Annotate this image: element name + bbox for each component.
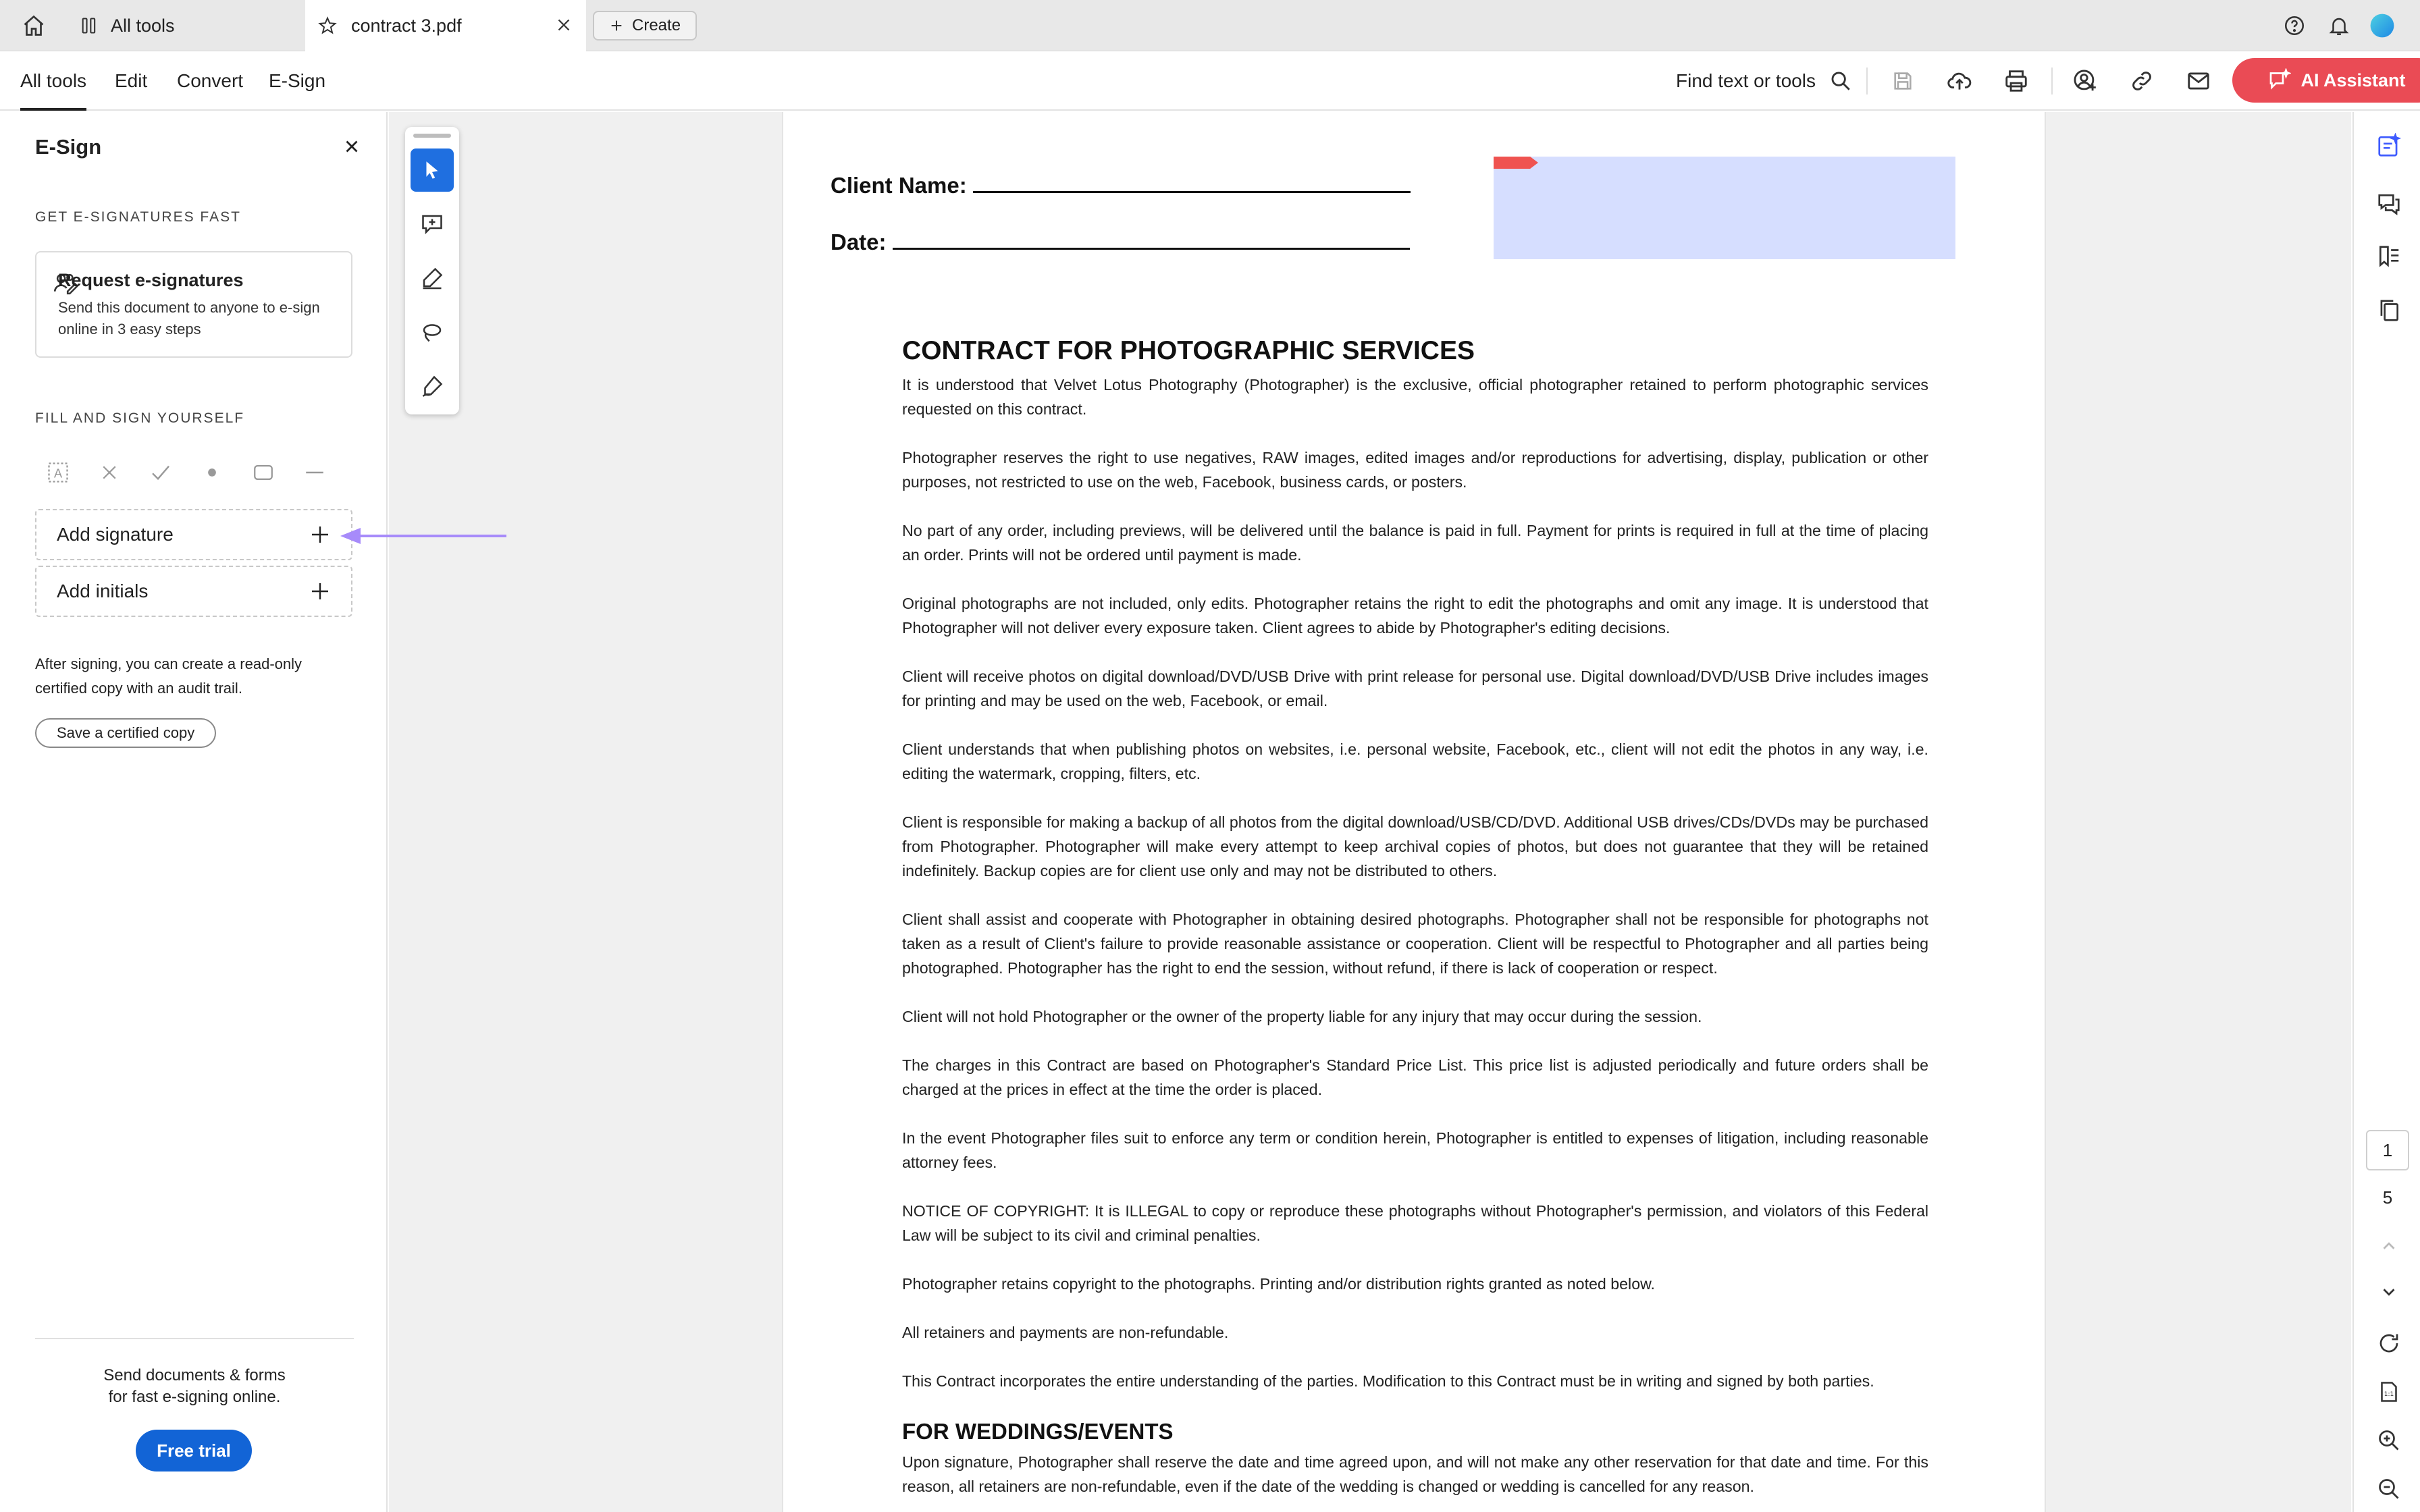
plus-icon	[309, 580, 331, 602]
ai-assistant-icon	[2267, 68, 2291, 92]
zoom-in-icon[interactable]	[2374, 1426, 2404, 1455]
paragraph: All retainers and payments are non-refundable.	[902, 1324, 1229, 1341]
pages-icon[interactable]	[2374, 296, 2404, 325]
avatar[interactable]	[2369, 12, 2396, 39]
star-icon[interactable]	[317, 16, 338, 36]
request-e-signatures-desc: Send this document to anyone to e-sign online in 3 easy steps	[58, 299, 320, 338]
tab-all-tools[interactable]	[65, 0, 304, 51]
send-text-line-1: Send documents & forms	[103, 1366, 286, 1384]
plus-icon	[609, 18, 624, 33]
line-icon[interactable]	[301, 459, 328, 486]
add-signature-label: Add signature	[57, 524, 174, 545]
add-signature-button[interactable]	[35, 509, 352, 560]
svg-text:1:1: 1:1	[2384, 1391, 2394, 1398]
date-label: Date:	[831, 230, 887, 254]
checkmark-icon[interactable]	[147, 459, 174, 486]
plus-icon	[309, 524, 331, 545]
bookmark-icon[interactable]	[2374, 242, 2404, 271]
free-trial-button[interactable]: Free trial	[136, 1430, 252, 1472]
comments-icon[interactable]	[2374, 189, 2404, 219]
cross-mark-icon[interactable]	[96, 459, 123, 486]
contract-heading: CONTRACT FOR PHOTOGRAPHIC SERVICES	[902, 336, 1475, 365]
date-field	[831, 230, 1410, 255]
toolbar-divider	[2051, 68, 2053, 94]
tab-contract-pdf[interactable]	[305, 0, 586, 51]
panel-title: E-Sign	[35, 135, 102, 159]
paragraph: This Contract incorporates the entire understanding of the parties. Modification to this Contract must be in writing and signed by both parties.	[902, 1372, 1874, 1390]
rectangle-icon[interactable]	[250, 459, 277, 486]
mail-icon[interactable]	[2184, 66, 2213, 96]
section-heading-fast: GET E-SIGNATURES FAST	[35, 209, 241, 225]
paragraph: NOTICE OF COPYRIGHT: It is ILLEGAL to copy or reproduce these photographs without Photographer's permission, and violators of this Federal Law will be subject to its civil and criminal penalties.	[902, 1202, 1928, 1244]
highlight-pen-icon[interactable]	[411, 256, 454, 300]
ai-assistant-button[interactable]	[2232, 58, 2420, 103]
link-icon[interactable]	[2127, 66, 2157, 96]
help-icon[interactable]	[2281, 12, 2308, 39]
paragraph: Photographer reserves the right to use negatives, RAW images, edited images and/or reproductions for advertising, display, publication or other purposes, not restricted to use on the web, Facebook, business cards, or posters.	[902, 449, 1928, 491]
add-text-icon[interactable]	[45, 459, 72, 486]
find-label: Find text or tools	[1676, 70, 1816, 91]
fit-page-icon[interactable]	[2374, 1377, 2404, 1407]
drag-handle[interactable]	[413, 134, 451, 138]
weddings-paragraph: Upon signature, Photographer shall reserve the date and time agreed upon, and will not make any other reservation for that date and time. For this reason, all retainers are non-refundable, even if the date of the wedding is changed or wedding is cancelled for any reason.	[902, 1453, 1928, 1495]
e-sign-panel	[0, 112, 388, 1512]
page-total: 5	[2382, 1187, 2393, 1208]
browser-tab-bar	[0, 0, 2420, 51]
select-tool-icon[interactable]	[411, 148, 454, 192]
bell-icon[interactable]	[2325, 12, 2352, 39]
paragraph: Original photographs are not included, only edits. Photographer retains the right to edit the photographs and omit any image. It is understood that Photographer will not deliver every exposure taken. Client agrees to abide by Photographer's editing decisions.	[902, 595, 1928, 637]
panel-divider	[35, 1338, 354, 1339]
close-icon[interactable]	[342, 136, 362, 157]
dot-icon[interactable]	[199, 459, 226, 486]
rotate-icon[interactable]	[2374, 1328, 2404, 1358]
home-icon[interactable]	[15, 11, 53, 40]
paragraph: Client understands that when publishing photos on websites, i.e. personal website, Facebook, etc., client will not edit the photos in any way, i.e. editing the watermark, cropping, filters, etc.	[902, 740, 1928, 782]
paragraph: Client shall assist and cooperate with Photographer in obtaining desired photographs. Photographer shall not be responsible for photographs not taken as a result of Client's failure to provide reasonable assistance or cooperation. Client will be respectful to Photographer and all parties being photographed. Photographer has the right to end the session, without refund, if there is lack of cooperation or respect.	[902, 911, 1928, 977]
chevron-down-icon[interactable]	[2374, 1277, 2404, 1307]
tab-contract-label: contract 3.pdf	[351, 15, 462, 36]
save-certified-copy-button[interactable]: Save a certified copy	[35, 718, 216, 748]
add-initials-label: Add initials	[57, 580, 149, 601]
paragraph: Client will receive photos on digital download/DVD/USB Drive with print release for personal use. Digital download/DVD/USB Drive includes images for printing and may be used on the web, Facebook, or email.	[902, 668, 1928, 709]
save-icon[interactable]	[1888, 66, 1918, 96]
lasso-draw-icon[interactable]	[411, 310, 454, 354]
signature-field-tag	[1494, 157, 1538, 169]
ai-assistant-label: AI Assistant	[2300, 70, 2406, 90]
tab-all-tools-label: All tools	[111, 15, 175, 36]
create-label: Create	[632, 16, 681, 34]
paragraph: Client will not hold Photographer or the owner of the property liable for any injury that may occur during the session.	[902, 1008, 1702, 1025]
tools-icon	[80, 16, 99, 36]
paragraph: In the event Photographer files suit to enforce any term or condition herein, Photographer is entitled to expenses of litigation, including reasonable attorney fees.	[902, 1129, 1928, 1171]
share-user-icon[interactable]	[2070, 66, 2100, 96]
svg-text:A: A	[53, 466, 63, 481]
edit-panel-icon[interactable]	[2374, 131, 2404, 161]
client-name-line	[973, 174, 1411, 193]
menu-edit[interactable]: Edit	[115, 70, 148, 91]
annotation-arrow	[338, 522, 513, 549]
add-comment-icon[interactable]	[411, 202, 454, 246]
upload-cloud-icon[interactable]	[1945, 66, 1974, 96]
send-documents-text	[35, 1365, 354, 1408]
send-text-line-2: for fast e-signing online.	[108, 1388, 281, 1406]
paragraph: No part of any order, including previews, will be delivered until the balance is paid in full. Payment for prints is required in full at the time of placing an order. Prints will not be ordered until payment is made.	[902, 522, 1928, 564]
create-button[interactable]	[593, 11, 697, 40]
after-signing-text: After signing, you can create a read-only certified copy with an audit trail.	[35, 655, 302, 697]
add-initials-button[interactable]	[35, 566, 352, 617]
menu-convert[interactable]: Convert	[177, 70, 244, 91]
paragraph: Client is responsible for making a backup of all photos from the digital download/USB/CD/DVD. Additional USB drives/CDs/DVDs may be purchased from Photographer. Photographer will make every attempt to keep archival copies of photos, but does not guarantee that they will be retained indefinitely. Backup copies are for client use only and may not be distributed to others.	[902, 813, 1928, 880]
sign-pen-icon[interactable]	[411, 364, 454, 408]
page-number-input[interactable]: 1	[2366, 1130, 2409, 1170]
menu-all-tools[interactable]: All tools	[20, 51, 86, 111]
paragraph: It is understood that Velvet Lotus Photography (Photographer) is the exclusive, official photographer retained to perform photographic services requested on this contract.	[902, 376, 1928, 418]
date-underline	[893, 231, 1410, 250]
client-name-label: Client Name:	[831, 173, 967, 198]
toolbar-divider	[1866, 68, 1868, 94]
paragraph: Photographer retains copyright to the photographs. Printing and/or distribution rights granted as noted below.	[902, 1275, 1655, 1293]
close-tab-icon[interactable]	[554, 15, 574, 35]
menu-e-sign[interactable]: E-Sign	[269, 70, 326, 91]
find-text-or-tools[interactable]	[1676, 51, 1852, 111]
request-e-signatures-title: Request e-signatures	[58, 270, 244, 290]
section-heading-fill: FILL AND SIGN YOURSELF	[35, 410, 245, 426]
app-toolbar	[0, 51, 2420, 111]
paragraph: The charges in this Contract are based on Photographer's Standard Price List. This price list is adjusted periodically and future orders shall be charged at the prices in effect at the time the order is placed.	[902, 1056, 1928, 1098]
contract-body	[902, 373, 1928, 1418]
client-name-field	[831, 173, 1411, 198]
chevron-up-icon[interactable]	[2374, 1231, 2404, 1261]
zoom-out-icon[interactable]	[2374, 1474, 2404, 1504]
print-icon[interactable]	[2001, 66, 2031, 96]
signature-field[interactable]	[1494, 157, 1955, 259]
search-icon	[1829, 70, 1852, 92]
weddings-heading: FOR WEDDINGS/EVENTS	[902, 1419, 1174, 1444]
